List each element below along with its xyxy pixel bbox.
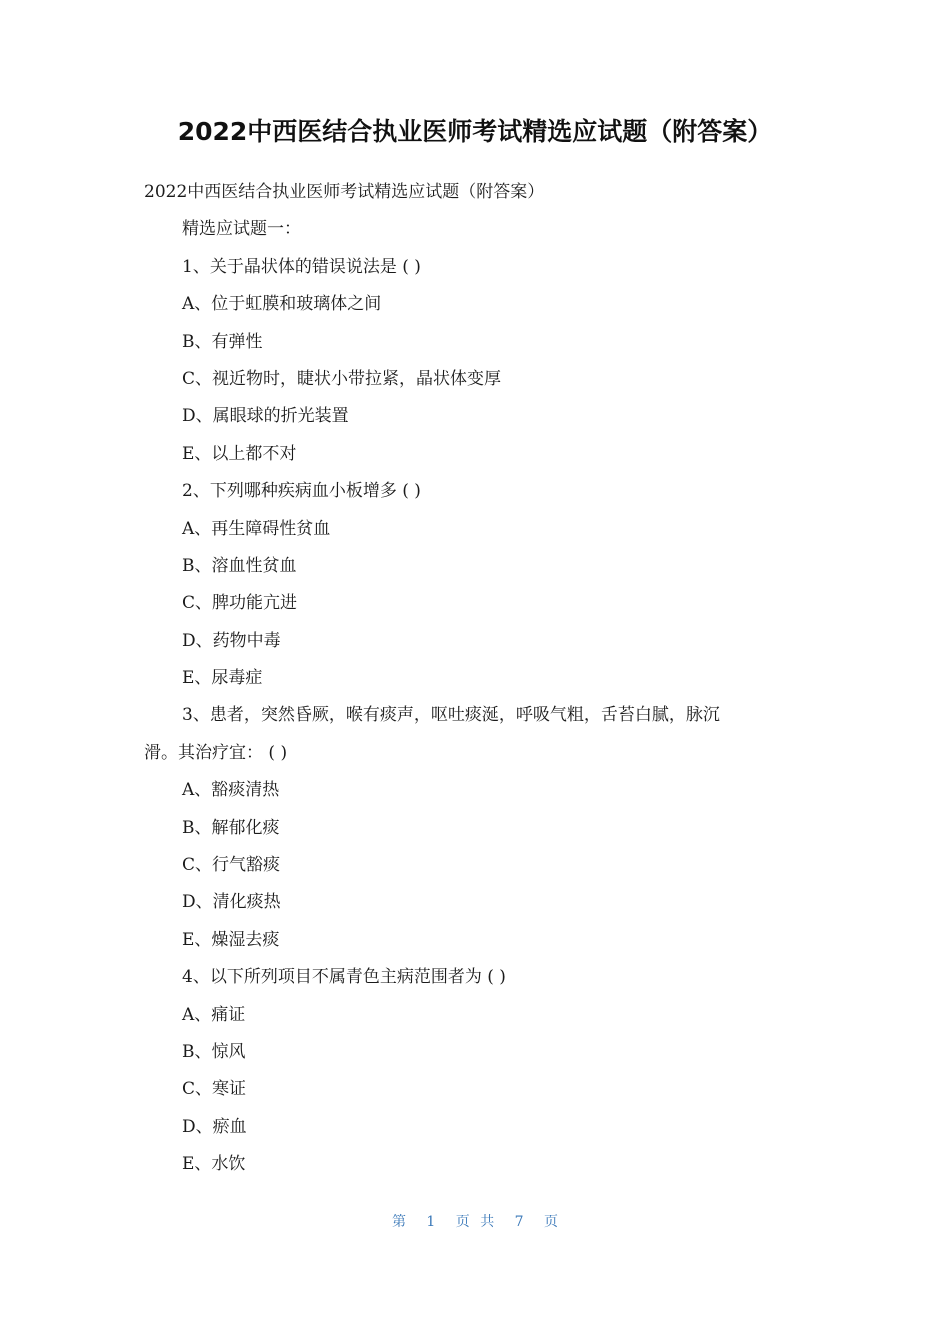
option-c: C、脾功能亢进	[182, 593, 298, 614]
option-e: E、水饮	[182, 1154, 246, 1175]
option-d: D、属眼球的折光装置	[182, 406, 349, 427]
option-d: D、药物中毒	[182, 630, 281, 651]
question-stem: 4、以下所列项目不属青色主病范围者为 ( )	[182, 967, 506, 988]
document-subtitle: 2022中西医结合执业医师考试精选应试题（附答案）	[144, 182, 545, 202]
question-stem: 2、下列哪种疾病血小板增多 ( )	[182, 481, 421, 502]
page-footer	[0, 1210, 950, 1234]
option-e: E、燥湿去痰	[182, 929, 280, 950]
section-heading: 精选应试题一：	[182, 219, 301, 240]
question-stem: 1、关于晶状体的错误说法是 ( )	[182, 256, 421, 277]
option-c: C、行气豁痰	[182, 855, 281, 876]
footer-label-end: 页	[544, 1214, 559, 1230]
question-stem-line-2: 滑。其治疗宜： ( )	[144, 742, 288, 763]
question-1	[144, 249, 794, 473]
option-c: C、视近物时，睫状小带拉紧，晶状体变厚	[182, 368, 502, 389]
footer-label-page: 第	[391, 1214, 406, 1230]
option-e: E、以上都不对	[182, 443, 297, 464]
question-stem-line-1: 3、患者，突然昏厥，喉有痰声，呕吐痰涎，呼吸气粗，舌苔白腻，脉沉	[182, 705, 720, 726]
page-title: 2022中西医结合执业医师考试精选应试题（附答案）	[177, 117, 773, 146]
footer-current-page: 1	[426, 1214, 436, 1230]
option-d: D、瘀血	[182, 1116, 247, 1137]
footer-label-of: 页 共	[455, 1214, 495, 1230]
option-b: B、惊风	[182, 1041, 246, 1062]
option-b: B、有弹性	[182, 331, 263, 352]
question-3	[144, 697, 794, 959]
option-d: D、清化痰热	[182, 892, 281, 913]
option-e: E、尿毒症	[182, 668, 263, 689]
question-4	[144, 959, 794, 1183]
question-2	[144, 473, 794, 697]
option-a: A、位于虹膜和玻璃体之间	[182, 294, 382, 315]
option-a: A、痛证	[182, 1004, 246, 1025]
option-a: A、再生障碍性贫血	[182, 518, 331, 539]
document-body	[144, 174, 794, 1184]
option-c: C、寒证	[182, 1079, 247, 1100]
option-b: B、解郁化痰	[182, 817, 280, 838]
footer-total-pages: 7	[514, 1214, 524, 1230]
option-b: B、溶血性贫血	[182, 555, 297, 576]
option-a: A、豁痰清热	[182, 780, 280, 801]
